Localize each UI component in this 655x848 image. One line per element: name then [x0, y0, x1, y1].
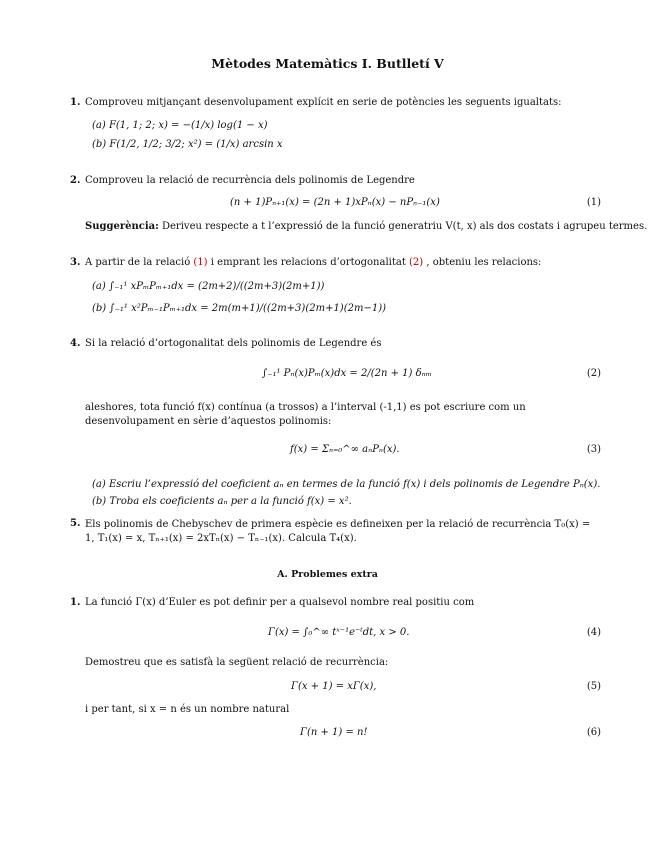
equation-1-number: (1): [586, 197, 601, 208]
equation-4: Γ(x) = ∫₀^∞ tˣ⁻¹e⁻ᵗdt, x > 0.: [268, 627, 410, 638]
problem-2-text: Comproveu la relació de recurrència dels polinomis de Legendre: [85, 175, 415, 186]
equation-6-number: (6): [586, 727, 601, 738]
problem-4-number: 4.: [70, 338, 81, 349]
equation-3: f(x) = Σₙ₌₀^∞ aₙPₙ(x).: [290, 444, 400, 455]
problem-2-hint: [85, 221, 647, 232]
problem-2-number: 2.: [70, 175, 81, 186]
problem-3-text-c: , obteniu les relacions:: [426, 257, 542, 268]
equation-2-number: (2): [586, 368, 601, 379]
problem-1a: (a) F(1, 1; 2; x) = −(1/x) log(1 − x): [92, 120, 268, 131]
equation-6: Γ(n + 1) = n!: [300, 727, 368, 738]
equation-5: Γ(x + 1) = xΓ(x),: [291, 681, 377, 692]
problem-5-number: 5.: [70, 518, 81, 529]
extra-1-text: La funció Γ(x) d’Euler es pot definir per a qualsevol nombre real positiu com: [85, 597, 475, 608]
section-heading-extra: A. Problemes extra: [277, 569, 378, 580]
extra-1-number: 1.: [70, 597, 81, 608]
problem-1-number: 1.: [70, 97, 81, 108]
hint-text: Deriveu respecte a t l’expressió de la funció generatriu V(t, x) als dos costats i agrupeu termes.: [162, 221, 648, 232]
problem-5-text: Els polinomis de Chebyschev de primera espècie es defineixen per la relació de recurrència T₀(x) = 1, T₁(x) = x, Tₙ₊₁(x) = 2xTₙ(x) − Tₙ₋₁(x). Calcula T₄(x).: [85, 519, 591, 544]
problem-4a: (a) Escriu l’expressió del coeficient aₙ en termes de la funció f(x) i dels polinomis de Legendre Pₙ(x).: [92, 479, 601, 490]
extra-1-text-2: Demostreu que es satisfà la següent relació de recurrència:: [85, 657, 389, 668]
equation-2: ∫₋₁¹ Pₙ(x)Pₘ(x)dx = 2/(2n + 1) δₙₘ: [262, 368, 432, 379]
equation-3-number: (3): [586, 444, 601, 455]
equation-4-number: (4): [586, 627, 601, 638]
problem-4b: (b) Troba els coeficients aₙ per a la funció f(x) = x².: [92, 496, 352, 507]
problem-3-text-a: A partir de la relació: [85, 257, 191, 268]
extra-1-text-3: i per tant, si x = n és un nombre natural: [85, 704, 290, 715]
equation-1-link[interactable]: (1): [193, 257, 208, 268]
equation-2-link[interactable]: (2): [409, 257, 424, 268]
equation-1: (n + 1)Pₙ₊₁(x) = (2n + 1)xPₙ(x) − nPₙ₋₁(x): [230, 197, 440, 208]
problem-3b: (b) ∫₋₁¹ x²Pₘ₋₁Pₘ₊₁dx = 2m(m+1)/((2m+3)(2m+1)(2m−1)): [92, 303, 386, 314]
problem-4-text: Si la relació d’ortogonalitat dels polinomis de Legendre és: [85, 338, 382, 349]
problem-3-text-b: i emprant les relacions d’ortogonalitat: [210, 257, 406, 268]
equation-5-number: (5): [586, 681, 601, 692]
problem-1-text: Comproveu mitjançant desenvolupament explícit en serie de potències les seguents igualtats:: [85, 97, 562, 108]
problem-4-text-2: aleshores, tota funció f(x) contínua (a trossos) a l’interval (-1,1) es pot escriure com un desenvolupament en sèrie d’aquestos polinomis:: [85, 402, 526, 427]
document-title: Mètodes Matemàtics I. Butlletí V: [211, 56, 444, 71]
problem-3-number: 3.: [70, 257, 81, 268]
problem-3a: (a) ∫₋₁¹ xPₘPₘ₊₁dx = (2m+2)/((2m+3)(2m+1)): [92, 281, 325, 292]
hint-label: Suggerència:: [85, 221, 159, 232]
problem-1b: (b) F(1/2, 1/2; 3/2; x²) = (1/x) arcsin x: [92, 139, 283, 150]
problem-3-text: [85, 257, 541, 268]
